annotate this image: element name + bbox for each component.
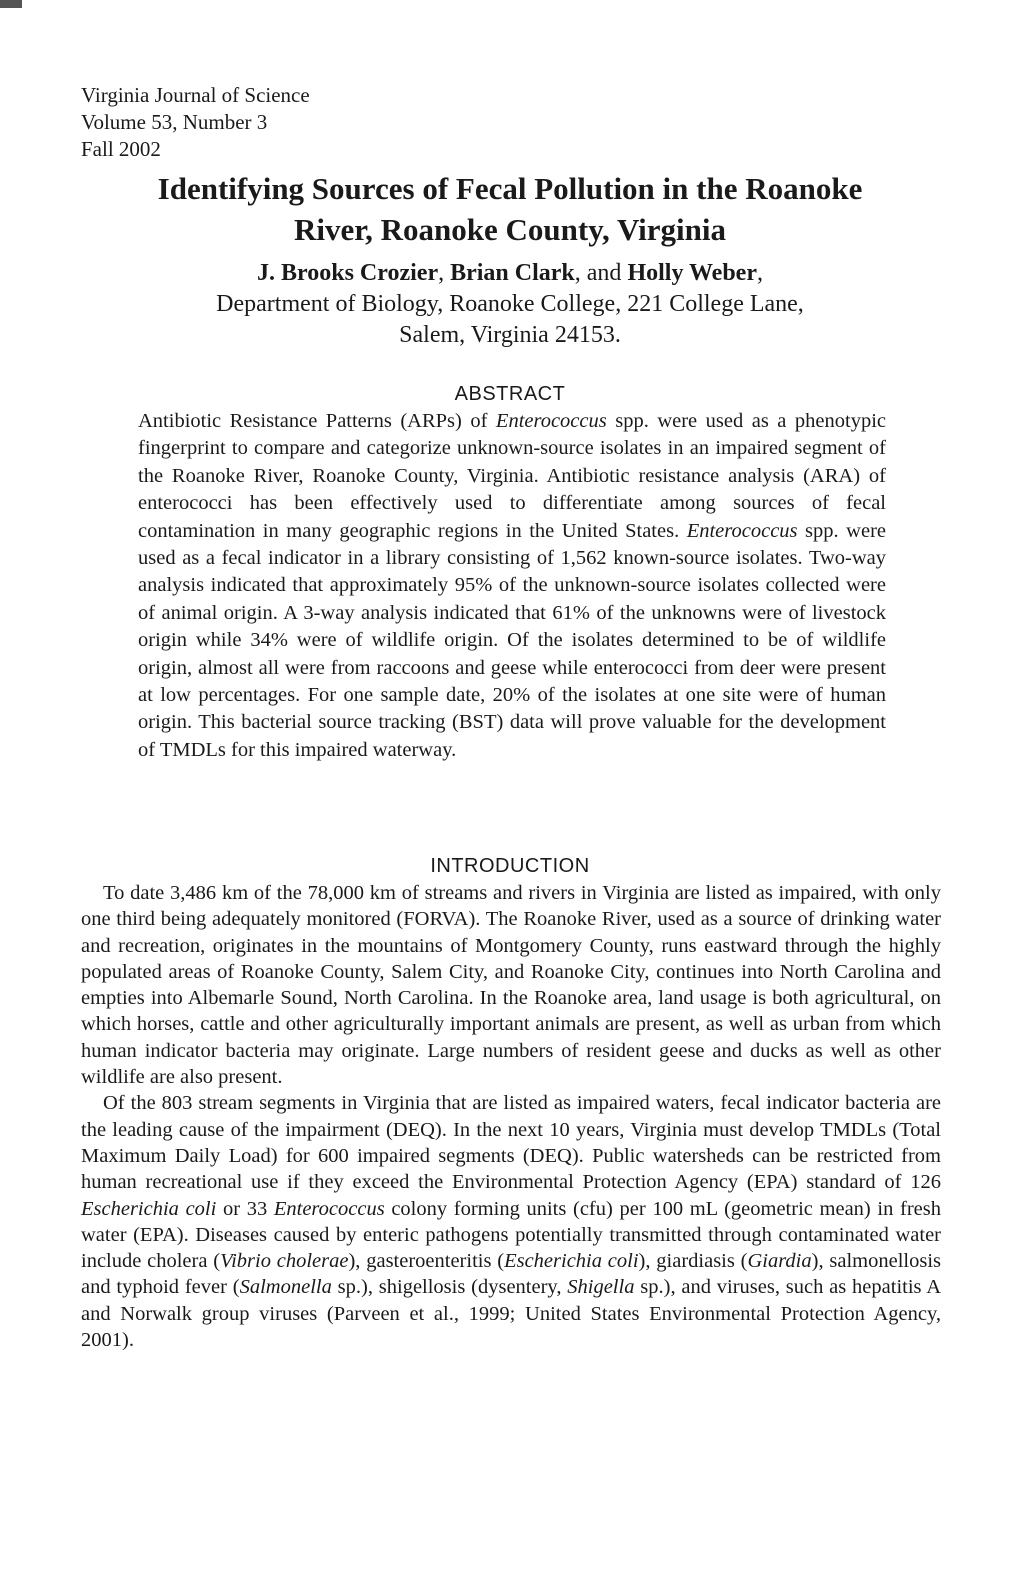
author-sep-2: , and — [574, 260, 628, 286]
abstract-text — [138, 408, 886, 764]
intro-text-part: ), gasteroenteritis ( — [348, 1250, 505, 1273]
introduction-text — [81, 880, 941, 1353]
journal-volume: Volume 53, Number 3 — [81, 110, 268, 134]
author-sep-1: , — [438, 260, 451, 286]
intro-text-part: colony forming units (cfu) per 100 mL (geometric mean) in fresh water (EPA). Diseases caused by enteric pathogens potentially transmitted through contaminated water include cholera ( — [81, 1197, 941, 1273]
abstract-italic-term: Enterococcus — [495, 410, 607, 432]
intro-paragraph-1: To date 3,486 km of the 78,000 km of streams and rivers in Virginia are listed as impaired, with only one third being adequately monitored (FORVA). The Roanoke River, used as a source of drinking water and recreation, originates in the mountains of Montgomery County, runs eastward through the highly populated areas of Roanoke County, Salem City, and Roanoke City, continues into North Carolina and empties into Albemarle Sound, North Carolina. In the Roanoke area, land usage is both agricultural, on which horses, cattle and other agriculturally important animals are present, as well as urban from which human indicator bacteria may originate. Large numbers of resident geese and ducks as well as other wildlife are also present. — [81, 882, 941, 1089]
intro-text-part: sp.), and viruses, such as hepatitis A and Norwalk group viruses (Parveen et al., 1999; United States Environmental Protection Agency, 2001). — [81, 1276, 941, 1352]
intro-text-part: Of the 803 stream segments in Virginia that are listed as impaired waters, fecal indicator bacteria are the leading cause of the impairment (DEQ). In the next 10 years, Virginia must develop TMDLs (Total Maximum Daily Load) for 600 impaired segments (DEQ). Public watersheds can be restricted from human recreational use if they exceed the Environmental Protection Agency (EPA) standard of 126 — [81, 1092, 941, 1194]
intro-paragraph-2 — [81, 1090, 941, 1353]
abstract-text-part: spp. were used as a phenotypic fingerprint to compare and categorize unknown-source isolates in an impaired segment of the Roanoke River, Roanoke County, Virginia. Antibiotic resistance analysis (ARA) of enterococci has been effectively used to differentiate among sources of fecal contamination in many geographic regions in the United States. — [138, 410, 886, 542]
abstract-italic-term: Enterococcus — [686, 519, 798, 542]
author-1: J. Brooks Crozier — [257, 260, 439, 286]
intro-italic-term: Enterococcus — [273, 1197, 385, 1220]
author-2: Brian Clark — [450, 260, 575, 286]
intro-text-part: sp.), shigellosis (dysentery, — [331, 1276, 568, 1299]
journal-name: Virginia Journal of Science — [81, 83, 310, 107]
abstract-heading: ABSTRACT — [454, 383, 566, 405]
author-3: Holly Weber — [627, 260, 757, 286]
intro-text-part: ), giardiasis ( — [638, 1250, 748, 1273]
article-title — [80, 168, 940, 250]
author-sep-3: , — [757, 260, 763, 286]
journal-header — [81, 82, 310, 163]
author-block — [80, 258, 940, 351]
journal-issue: Fall 2002 — [81, 137, 161, 161]
intro-text-part: ), salmonellosis and typhoid fever ( — [81, 1250, 941, 1299]
intro-italic-term: Escherichia coli — [504, 1250, 639, 1273]
intro-italic-term: Salmonella — [239, 1276, 332, 1299]
intro-italic-term: Giardia — [747, 1250, 812, 1273]
author-names — [80, 258, 940, 289]
intro-text-part: or 33 — [216, 1197, 274, 1220]
abstract-text-part: spp. were used as a fecal indicator in a library consisting of 1,562 known-source isolates. Two-way analysis indicated that approximately 95% of the unknown-source isolates collected were of animal origin. A 3-way analysis indicated that 61% of the unknowns were of livestock origin while 34% were of wildlife origin. Of the isolates determined to be of wildlife origin, almost all were from raccoons and geese while enterococci from deer were present at low percentages. For one sample date, 20% of the isolates at one site were of human origin. This bacterial source tracking (BST) data will prove valuable for the development of TMDLs for this impaired waterway. — [138, 519, 886, 761]
introduction-heading: INTRODUCTION — [430, 855, 590, 877]
affiliation-line-2: Salem, Virginia 24153. — [399, 322, 621, 348]
intro-italic-term: Escherichia coli — [81, 1197, 217, 1220]
abstract-text-part: Antibiotic Resistance Patterns (ARPs) of — [138, 410, 496, 432]
intro-italic-term: Vibrio cholerae — [220, 1250, 349, 1273]
affiliation-line-1: Department of Biology, Roanoke College, 221 College Lane, — [216, 291, 804, 317]
title-line-1: Identifying Sources of Fecal Pollution in the Roanoke — [157, 171, 863, 206]
intro-italic-term: Shigella — [567, 1276, 635, 1299]
title-line-2: River, Roanoke County, Virginia — [293, 212, 727, 247]
